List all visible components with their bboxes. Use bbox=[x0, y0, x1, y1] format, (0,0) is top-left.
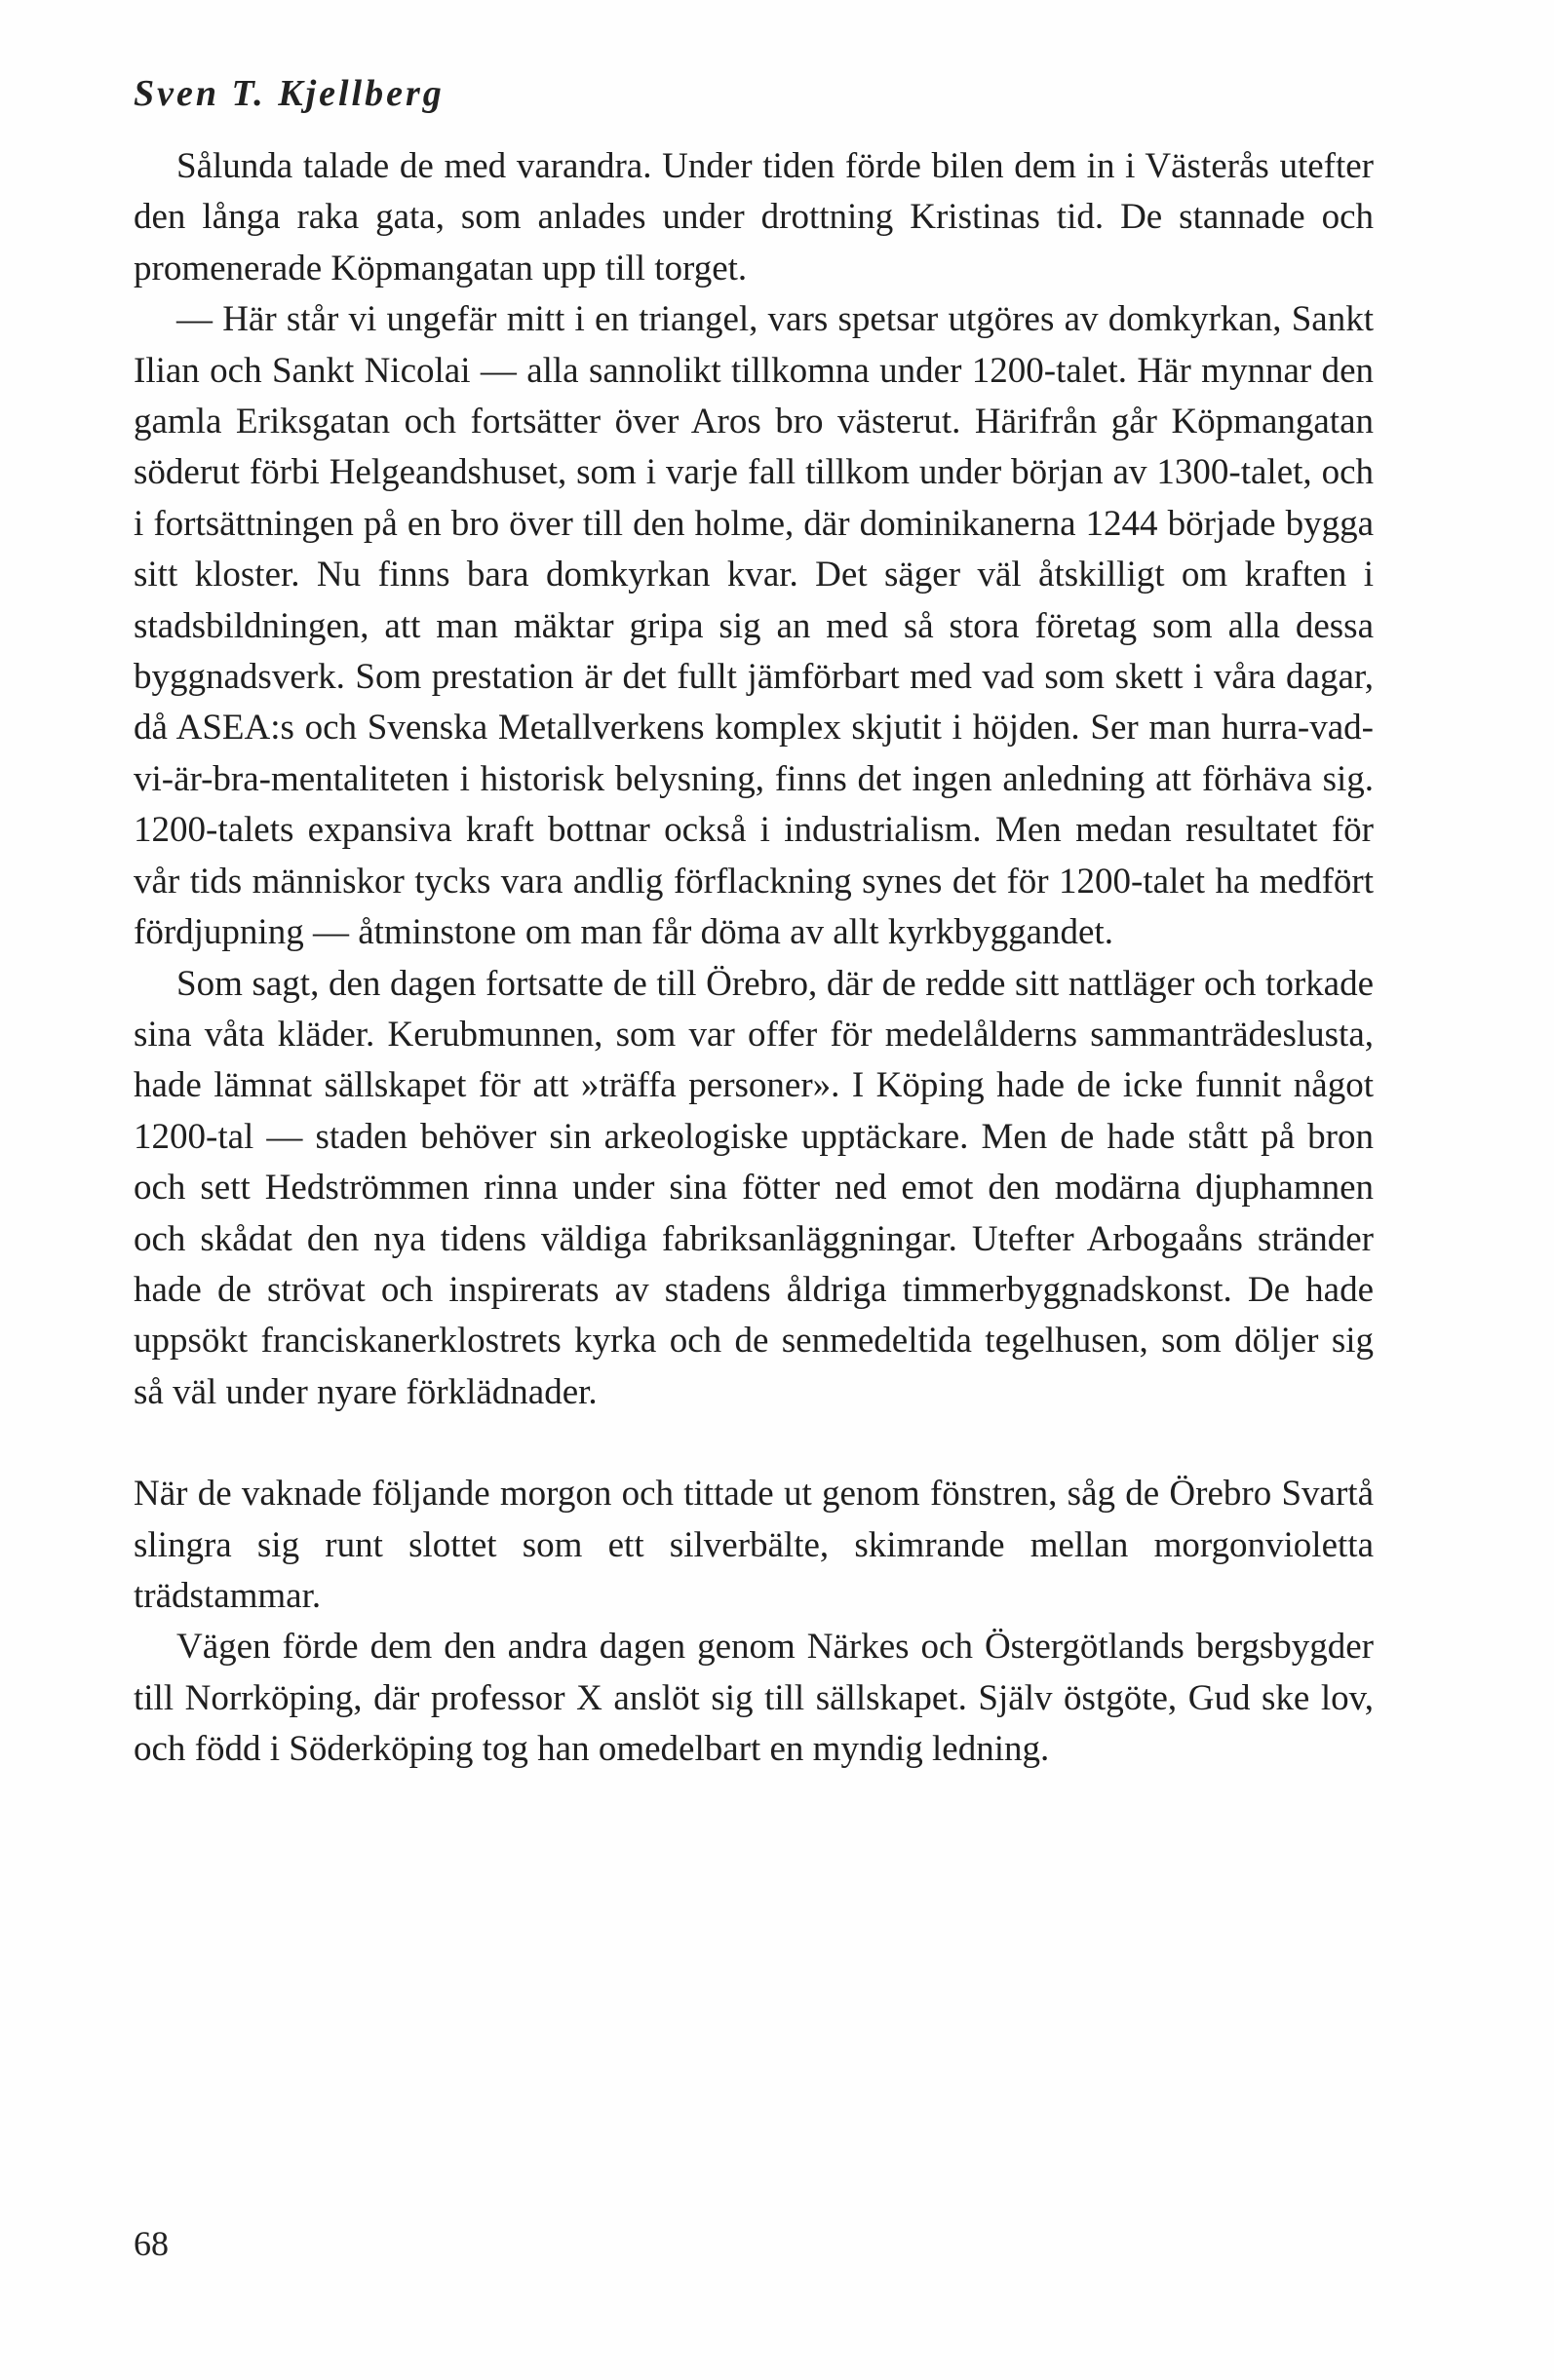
paragraph: Vägen förde dem den andra dagen genom Närkes och Östergötlands bergsbygder till Norrköping, där professor X anslöt sig till sällskapet. Själv östgöte, Gud ske lov, och född i Söderköping tog han omedelbart en myndig ledning. bbox=[134, 1627, 1374, 1770]
page-number: 68 bbox=[134, 2224, 169, 2263]
paragraph: Sålunda talade de med varandra. Under tiden förde bilen dem in i Västerås utefter den långa raka gata, som anlades under drottning Kristinas tid. De stannade och promenerade Köpmangatan upp till torget. bbox=[134, 146, 1374, 288]
paragraph: Som sagt, den dagen fortsatte de till Örebro, där de redde sitt nattläger och torkade sina våta kläder. Kerubmunnen, som var offer för medelålderns sammanträdeslusta, hade lämnat sällskapet för att »träffa personer». I Köping hade de icke funnit något 1200-tal — staden behöver sin arkeologiske upptäckare. Men de hade stått på bron och sett Hedströmmen rinna under sina fötter ned emot den modärna djuphamnen och skådat den nya tidens väldiga fabriksanläggningar. Utefter Arbogaåns stränder hade de strövat och inspirerats av stadens åldriga timmerbyggnadskonst. De hade uppsökt franciskanerklostrets kyrka och de senmedeltida tegelhusen, som döljer sig så väl under nyare förklädnader. bbox=[134, 963, 1374, 1412]
section-break bbox=[134, 1418, 1374, 1469]
section-opening-paragraph: När de vaknade följande morgon och tittade ut genom fönstren, såg de Örebro Svartå slingra sig runt slottet som ett silverbälte, skimrande mellan morgonvioletta trädstammar. bbox=[134, 1474, 1374, 1616]
paragraph: — Här står vi ungefär mitt i en triangel, vars spetsar utgöres av domkyrkan, Sankt Ilian och Sankt Nicolai — alla sannolikt tillkomna under 1200-talet. Här mynnar den gamla Eriksgatan och fortsätter över Aros bro västerut. Härifrån går Köpmangatan söderut förbi Helgeandshuset, som i varje fall tillkom under början av 1300-talet, och i fortsättningen på en bro över till den holme, där dominikanerna 1244 började bygga sitt kloster. Nu finns bara domkyrkan kvar. Det säger väl åtskilligt om kraften i stadsbildningen, att man mäktar gripa sig an med så stora företag som alla dessa byggnadsverk. Som prestation är det fullt jämförbart med vad som skett i våra dagar, då ASEA:s och Svenska Metallverkens komplex skjutit i höjden. Ser man hurra-vad-vi-är-bra-mentaliteten i historisk belysning, finns det ingen anledning att förhäva sig. 1200-talets expansiva kraft bottnar också i industrialism. Men medan resultatet för vår tids människor tycks vara andlig förflackning synes det för 1200-talet ha medfört fördjupning — åtminstone om man får döma av allt kyrkbyggandet. bbox=[134, 299, 1374, 953]
body-text bbox=[134, 141, 1374, 1776]
running-head: Sven T. Kjellberg bbox=[134, 73, 445, 114]
